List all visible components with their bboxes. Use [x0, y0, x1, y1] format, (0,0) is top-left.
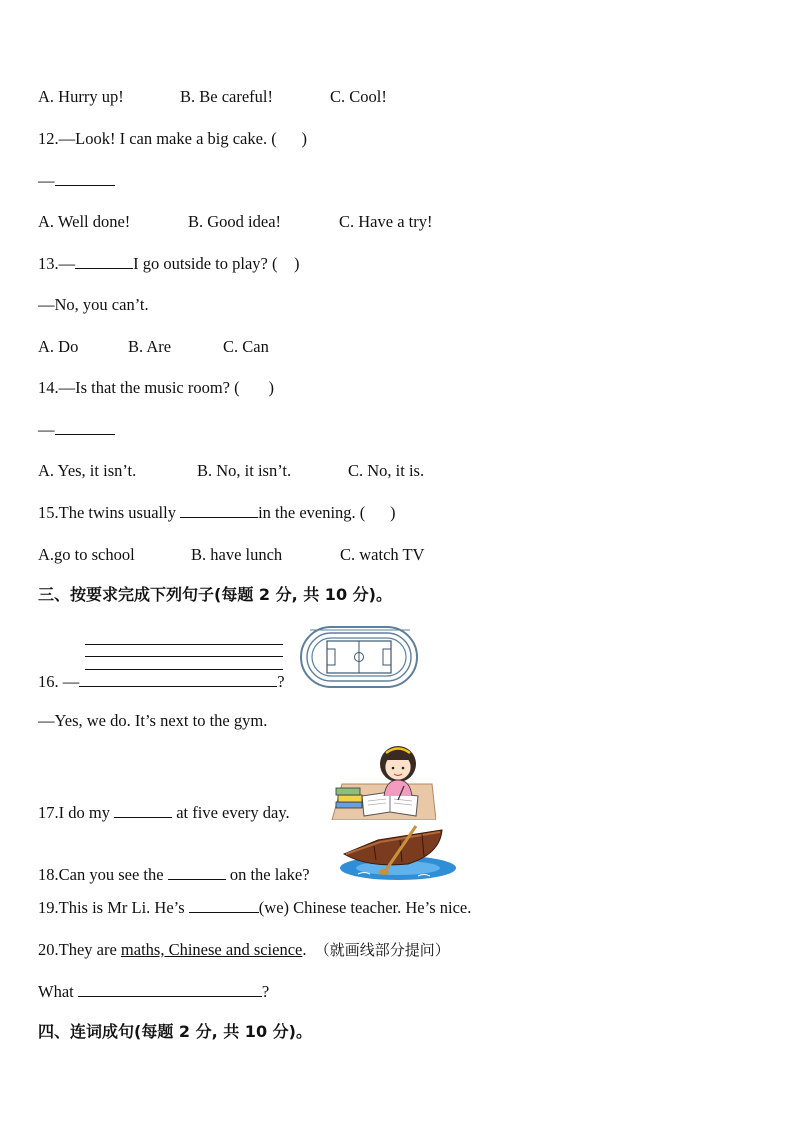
- q12-option-a: A. Well done!: [38, 212, 131, 231]
- q12-option-c: C. Have a try!: [339, 212, 433, 231]
- q14-answer-blank[interactable]: [55, 420, 115, 435]
- q14-options: [38, 461, 424, 481]
- q16-blank[interactable]: [79, 672, 277, 687]
- q15-prompt-pre: 15.The twins usually: [38, 503, 181, 522]
- q19-prompt-post: (we) Chinese teacher. He’s nice.: [258, 898, 472, 917]
- q11-option-a: A. Hurry up!: [38, 87, 124, 106]
- q20-instruction: （就画线部分提问）: [314, 941, 450, 959]
- q19-prompt-pre: 19.This is Mr Li. He’s: [38, 898, 189, 917]
- q13-answer: —No, you can’t.: [38, 295, 149, 314]
- q18-prompt-pre: 18.Can you see the: [38, 865, 168, 884]
- q16-answer: —Yes, we do. It’s next to the gym.: [38, 711, 268, 730]
- section4-title: 四、连词成句(每题 2 分, 共 10 分)。: [38, 1022, 312, 1041]
- q14-option-b: B. No, it isn’t.: [197, 461, 292, 480]
- q14-answer-dash: —: [38, 420, 55, 439]
- section3-title: 三、按要求完成下列句子(每题 2 分, 共 10 分)。: [38, 585, 392, 604]
- q12-option-b: B. Good idea!: [188, 212, 282, 231]
- q13-option-a: A. Do: [38, 337, 79, 356]
- q17-prompt-pre: 17.I do my: [38, 803, 115, 822]
- boat-icon: [338, 824, 458, 882]
- q13-option-c: C. Can: [223, 337, 269, 356]
- q14-option-a: A. Yes, it isn’t.: [38, 461, 137, 480]
- q16-prompt-post: ?: [277, 672, 285, 691]
- q14-option-c: C. No, it is.: [348, 461, 425, 480]
- q20-answer-blank[interactable]: [78, 982, 262, 997]
- q20-prompt-pre: 20.They are: [38, 940, 121, 959]
- q13-options: [38, 337, 269, 357]
- q15-option-a: A.go to school: [38, 545, 135, 564]
- q16-prompt: [38, 672, 285, 692]
- q15-option-c: C. watch TV: [340, 545, 425, 564]
- q18-prompt-post: on the lake?: [225, 865, 310, 884]
- q15-blank[interactable]: [180, 503, 258, 518]
- q11-options: [38, 87, 387, 107]
- q15-prompt: [38, 503, 396, 523]
- q18-blank[interactable]: [168, 865, 226, 880]
- q18-prompt: [38, 865, 310, 885]
- q20-prompt-post: .: [302, 940, 307, 959]
- q13-prompt: [38, 254, 299, 274]
- q16-writing-line: [85, 656, 283, 657]
- q16-writing-line: [85, 669, 283, 670]
- q15-option-b: B. have lunch: [191, 545, 283, 564]
- q20-answer-pre: What: [38, 982, 78, 1001]
- q17-blank[interactable]: [114, 803, 172, 818]
- q16-writing-line: [85, 644, 283, 645]
- q19-blank[interactable]: [189, 898, 259, 913]
- q17-prompt: [38, 803, 290, 823]
- q12-answer-blank[interactable]: [55, 171, 115, 186]
- q20-answer-post: ?: [261, 982, 270, 1001]
- q19-prompt: [38, 898, 471, 918]
- q15-options: [38, 545, 424, 565]
- q20-answer: [38, 982, 269, 1002]
- q15-prompt-post: in the evening. ( ): [258, 503, 396, 522]
- q20-prompt: [38, 940, 450, 960]
- q13-prompt-post: I go outside to play? ( ): [133, 254, 300, 273]
- q14-prompt: 14.—Is that the music room? ( ): [38, 378, 274, 397]
- girl-homework-icon: [328, 740, 436, 820]
- q13-prompt-pre: 13.—: [38, 254, 76, 273]
- stadium-icon: [300, 626, 418, 688]
- q20-underlined-part: maths, Chinese and science: [120, 940, 303, 959]
- q17-prompt-post: at five every day.: [172, 803, 290, 822]
- q14-answer-line: [38, 420, 115, 440]
- q11-option-b: B. Be careful!: [180, 87, 273, 106]
- q13-option-b: B. Are: [128, 337, 172, 356]
- q12-answer-line: [38, 171, 115, 191]
- q12-answer-dash: —: [38, 171, 55, 190]
- q11-option-c: C. Cool!: [330, 87, 387, 106]
- q12-prompt: 12.—Look! I can make a big cake. ( ): [38, 129, 307, 148]
- q12-options: [38, 212, 432, 232]
- q16-prompt-pre: 16. —: [38, 672, 80, 691]
- q13-blank[interactable]: [75, 254, 133, 269]
